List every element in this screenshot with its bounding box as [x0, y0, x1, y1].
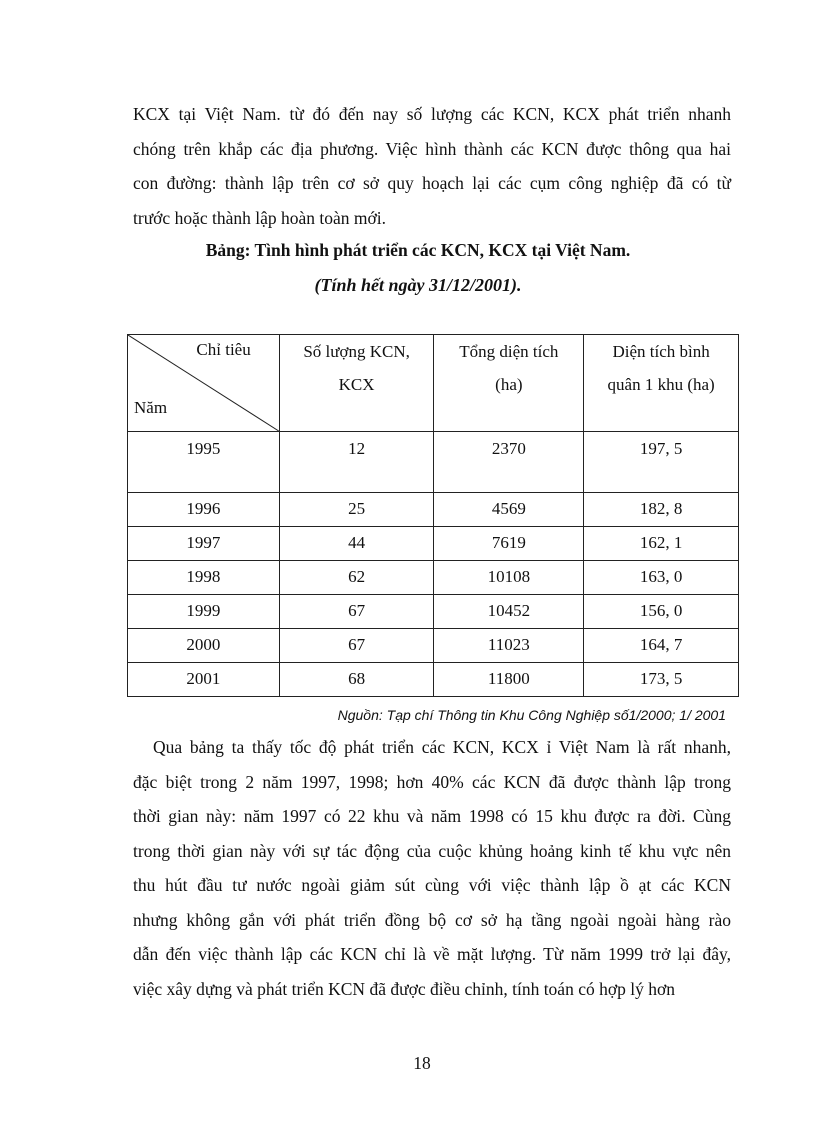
cell-year: 1995 [128, 432, 280, 493]
cell-count: 67 [279, 629, 434, 663]
table-row [128, 527, 739, 561]
cell-year: 1999 [128, 595, 280, 629]
paragraph-line: chóng trên khắp các địa phương. Việc hình thành các KCN được thông qua hai [133, 138, 731, 159]
page-number: 18 [413, 1053, 431, 1073]
cell-area: 10108 [434, 561, 584, 595]
table-row [128, 561, 739, 595]
cell-year: 2001 [128, 663, 280, 697]
paragraph-line: dẫn đến việc thành lập các KCN chỉ là về mặt lượng. Từ năm 1999 trở lại đây, [133, 944, 731, 964]
cell-count: 12 [279, 432, 434, 493]
header-year-label: Năm [134, 398, 168, 417]
table-row [128, 629, 739, 663]
cell-year: 2000 [128, 629, 280, 663]
cell-area: 7619 [434, 527, 584, 561]
cell-area: 4569 [434, 493, 584, 527]
paragraph-line: thời gian này: năm 1997 có 22 khu và năm 1998 có 15 khu được ra đời. Cùng [133, 806, 731, 826]
table-row [128, 493, 739, 527]
header-count-line1: Số lượng KCN, [303, 342, 410, 361]
cell-area: 11023 [434, 629, 584, 663]
header-avg-line1: Diện tích bình [612, 342, 710, 361]
cell-area: 10452 [434, 595, 584, 629]
header-avg-line2: quân 1 khu (ha) [607, 375, 715, 394]
cell-year: 1996 [128, 493, 280, 527]
table-row [128, 663, 739, 697]
table-source-note: Nguồn: Tạp chí Thông tin Khu Công Nghiệp số1/2000; 1/ 2001 [337, 707, 726, 723]
cell-count: 25 [279, 493, 434, 527]
diagonal-header-cell [128, 335, 280, 432]
cell-count: 44 [279, 527, 434, 561]
cell-count: 68 [279, 663, 434, 697]
cell-avg: 156, 0 [584, 595, 739, 629]
table-row [128, 595, 739, 629]
cell-avg: 162, 1 [584, 527, 739, 561]
cell-area: 11800 [434, 663, 584, 697]
header-area-line1: Tổng diện tích [459, 342, 559, 361]
paragraph-line: đặc biệt trong 2 năm 1997, 1998; hơn 40% các KCN đã được thành lập trong [133, 771, 731, 792]
cell-avg: 197, 5 [584, 432, 739, 493]
analysis-paragraph [133, 730, 731, 1006]
header-count [279, 335, 434, 432]
header-average-area [584, 335, 739, 432]
paragraph-line: thu hút đầu tư nước ngoài giảm sút cùng với việc thành lập ồ ạt các KCN [133, 875, 731, 895]
paragraph-line: trong thời gian này với sự tác động của cuộc khủng hoảng kinh tế khu vực nên [133, 840, 731, 861]
paragraph-line: nhưng không gắn với phát triển đồng bộ cơ sở hạ tầng ngoài ngoài hàng rào [133, 909, 731, 930]
cell-avg: 182, 8 [584, 493, 739, 527]
header-area-line2: (ha) [495, 375, 523, 394]
cell-count: 62 [279, 561, 434, 595]
cell-year: 1998 [128, 561, 280, 595]
cell-area: 2370 [434, 432, 584, 493]
header-count-line2: KCX [338, 375, 375, 394]
table-title: Bảng: Tình hình phát triển các KCN, KCX tại Việt Nam. [205, 240, 631, 260]
paragraph-line: con đường: thành lập trên cơ sở quy hoạch lại các cụm công nghiệp đã có từ [133, 173, 731, 193]
intro-paragraph [133, 97, 731, 235]
table-row [128, 432, 739, 493]
table-subtitle: (Tính hết ngày 31/12/2001). [314, 275, 522, 295]
cell-count: 67 [279, 595, 434, 629]
cell-avg: 163, 0 [584, 561, 739, 595]
cell-avg: 173, 5 [584, 663, 739, 697]
paragraph-line: trước hoặc thành lập hoàn toàn mới. [133, 207, 386, 228]
header-indicator-label: Chỉ tiêu [196, 340, 251, 359]
header-total-area [434, 335, 584, 432]
cell-year: 1997 [128, 527, 280, 561]
table-header-row [128, 335, 739, 432]
paragraph-line: việc xây dựng và phát triển KCN đã được điều chỉnh, tính toán có hợp lý hơn [133, 978, 675, 999]
paragraph-line: Qua bảng ta thấy tốc độ phát triển các KCN, KCX ỉ Việt Nam là rất nhanh, [153, 737, 731, 757]
paragraph-line: KCX tại Việt Nam. từ đó đến nay số lượng các KCN, KCX phát triển nhanh [133, 104, 731, 124]
kcn-development-table [127, 334, 739, 697]
cell-avg: 164, 7 [584, 629, 739, 663]
